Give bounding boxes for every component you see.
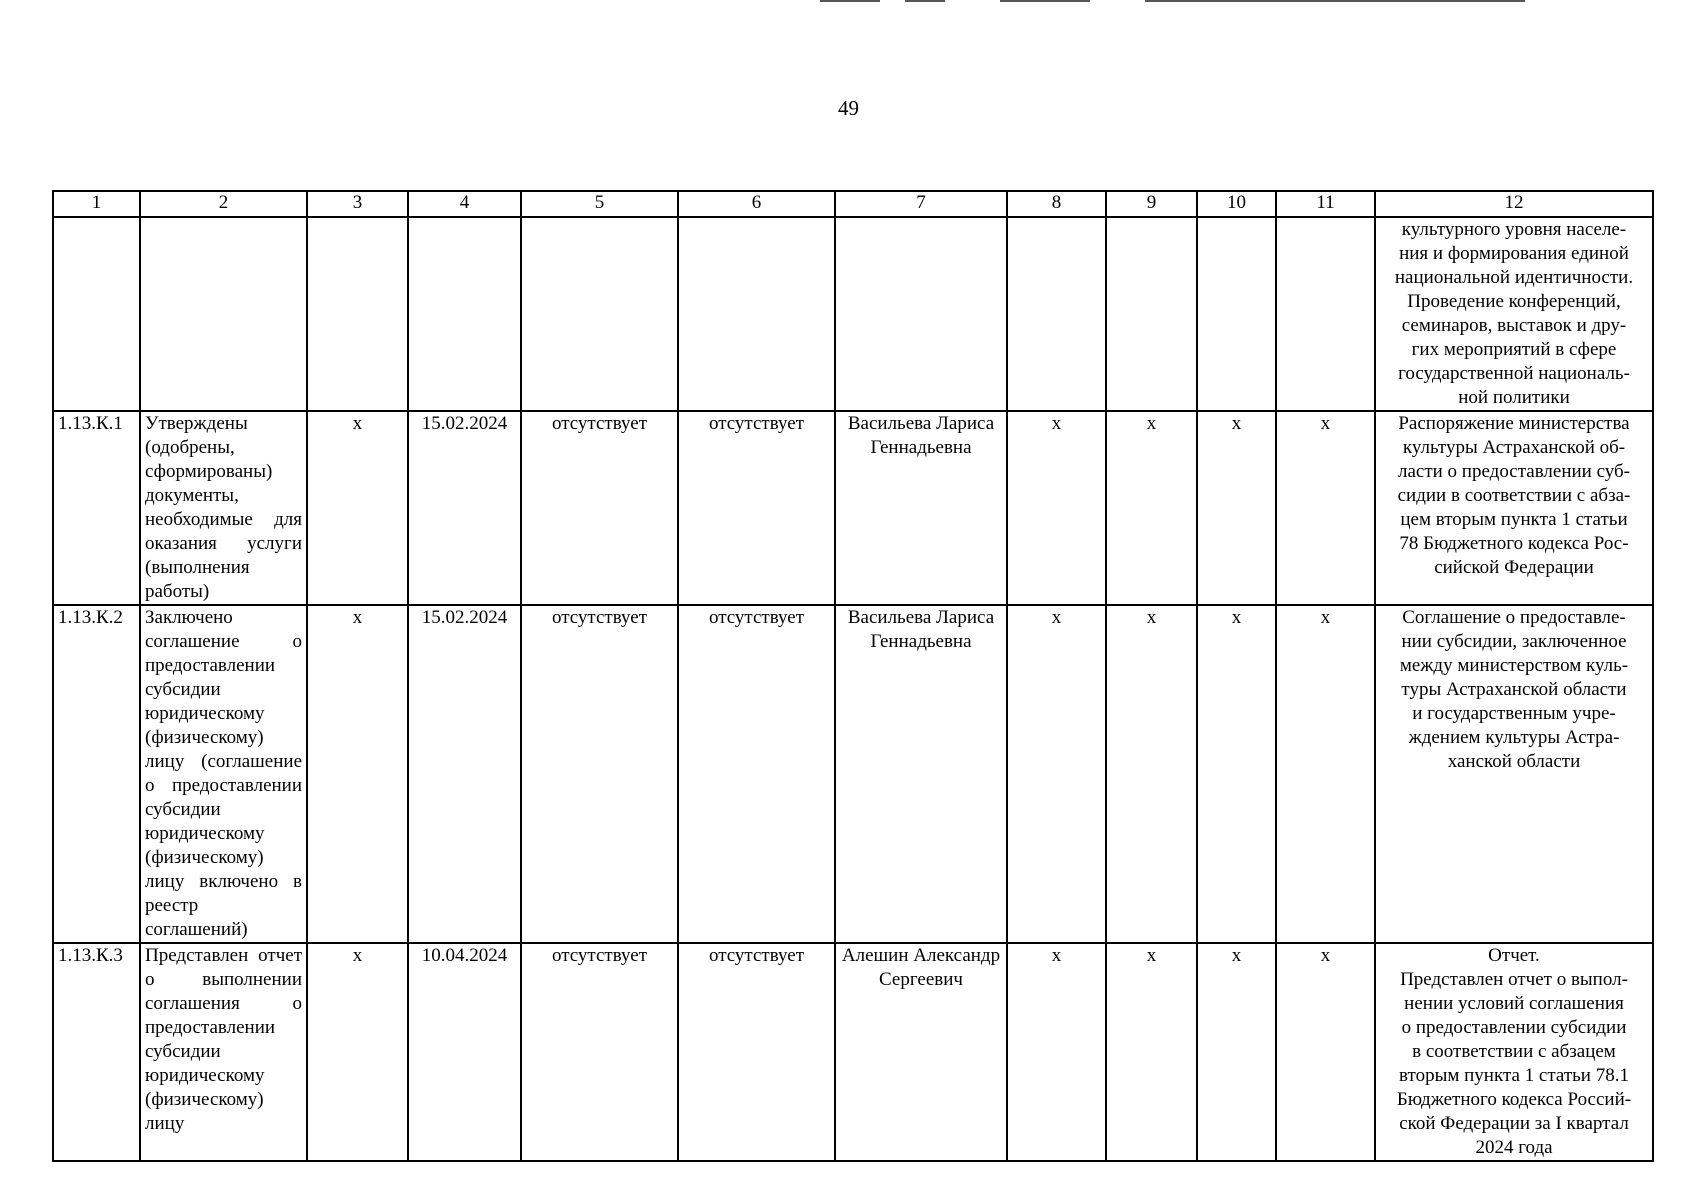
cell-col10: x — [1197, 411, 1276, 605]
cell-description: Утверждены (одобрены, сформированы) документы, необходимые для оказания услуги (выполнения работы) — [140, 411, 307, 605]
plan-table — [52, 190, 1654, 1162]
column-header-7: 7 — [835, 191, 1007, 217]
cell-col5: отсутствует — [521, 411, 678, 605]
column-header-10: 10 — [1197, 191, 1276, 217]
cell-id: 1.13.К.3 — [53, 943, 140, 1161]
cell-document: Соглашение о предоставле- нии субсидии, заключенное между министерством куль- туры Астраханской области и государственным учре- ждением культуры Астра- ханской области — [1375, 605, 1653, 943]
column-header-1: 1 — [53, 191, 140, 217]
table-row — [53, 411, 1653, 605]
scan-artifact-line — [1000, 0, 1090, 2]
cell-col3: x — [307, 605, 408, 943]
cell-col3 — [307, 217, 408, 411]
cell-col5: отсутствует — [521, 605, 678, 943]
cell-col9 — [1106, 217, 1197, 411]
scan-artifact-line — [820, 0, 880, 2]
cell-responsible: Васильева Лариса Геннадьевна — [835, 411, 1007, 605]
cell-responsible: Алешин Александр Сергеевич — [835, 943, 1007, 1161]
cell-responsible: Васильева Лариса Геннадьевна — [835, 605, 1007, 943]
header-row — [53, 191, 1653, 217]
cell-description: Заключено соглашение о предоставлении субсидии юридическому (физическому) лицу (соглашение о предоставлении субсидии юридическому (физическому) лицу включено в реестр соглашений) — [140, 605, 307, 943]
column-header-2: 2 — [140, 191, 307, 217]
cell-col3: x — [307, 943, 408, 1161]
column-header-4: 4 — [408, 191, 521, 217]
cell-document: культурного уровня населе- ния и формирования единой национальной идентичности. Проведение конференций, семинаров, выставок и дру- гих мероприятий в сфере государственной националь- ной политики — [1375, 217, 1653, 411]
column-header-11: 11 — [1276, 191, 1375, 217]
cell-col11 — [1276, 217, 1375, 411]
cell-col11: x — [1276, 411, 1375, 605]
scan-artifact-line — [905, 0, 945, 2]
column-header-5: 5 — [521, 191, 678, 217]
cell-col10: x — [1197, 943, 1276, 1161]
column-header-12: 12 — [1375, 191, 1653, 217]
cell-col6: отсутствует — [678, 605, 835, 943]
cell-col8: x — [1007, 411, 1106, 605]
table-row — [53, 943, 1653, 1161]
cell-description — [140, 217, 307, 411]
cell-date — [408, 217, 521, 411]
cell-col6: отсутствует — [678, 411, 835, 605]
scan-artifact-line — [1145, 0, 1525, 2]
cell-col9: x — [1106, 605, 1197, 943]
cell-col10: x — [1197, 605, 1276, 943]
cell-col6 — [678, 217, 835, 411]
column-header-3: 3 — [307, 191, 408, 217]
cell-col8 — [1007, 217, 1106, 411]
column-header-8: 8 — [1007, 191, 1106, 217]
cell-col9: x — [1106, 411, 1197, 605]
table-row — [53, 605, 1653, 943]
cell-col11: x — [1276, 605, 1375, 943]
cell-document: Распоряжение министерства культуры Астраханской об- ласти о предоставлении суб- сидии в соответствии с абза- цем вторым пункта 1 статьи 78 Бюджетного кодекса Рос- сийской Федерации — [1375, 411, 1653, 605]
cell-col3: x — [307, 411, 408, 605]
cell-responsible — [835, 217, 1007, 411]
cell-col5: отсутствует — [521, 943, 678, 1161]
cell-description: Представлен отчет о выполнении соглашения о предоставлении субсидии юридическому (физическому) лицу — [140, 943, 307, 1161]
cell-col11: x — [1276, 943, 1375, 1161]
cell-col8: x — [1007, 605, 1106, 943]
cell-date: 10.04.2024 — [408, 943, 521, 1161]
cell-col8: x — [1007, 943, 1106, 1161]
cell-id: 1.13.К.2 — [53, 605, 140, 943]
cell-id — [53, 217, 140, 411]
cell-date: 15.02.2024 — [408, 411, 521, 605]
cell-date: 15.02.2024 — [408, 605, 521, 943]
continuation-row — [53, 217, 1653, 411]
cell-document: Отчет. Представлен отчет о выпол- нении условий соглашения о предоставлении субсидии в соответствии с абзацем вторым пункта 1 статьи 78.1 Бюджетного кодекса Россий- ской Федерации за I квартал 2024 года — [1375, 943, 1653, 1161]
cell-id: 1.13.К.1 — [53, 411, 140, 605]
page-number: 49 — [838, 96, 859, 120]
column-header-6: 6 — [678, 191, 835, 217]
column-header-9: 9 — [1106, 191, 1197, 217]
cell-col6: отсутствует — [678, 943, 835, 1161]
cell-col5 — [521, 217, 678, 411]
cell-col9: x — [1106, 943, 1197, 1161]
cell-col10 — [1197, 217, 1276, 411]
